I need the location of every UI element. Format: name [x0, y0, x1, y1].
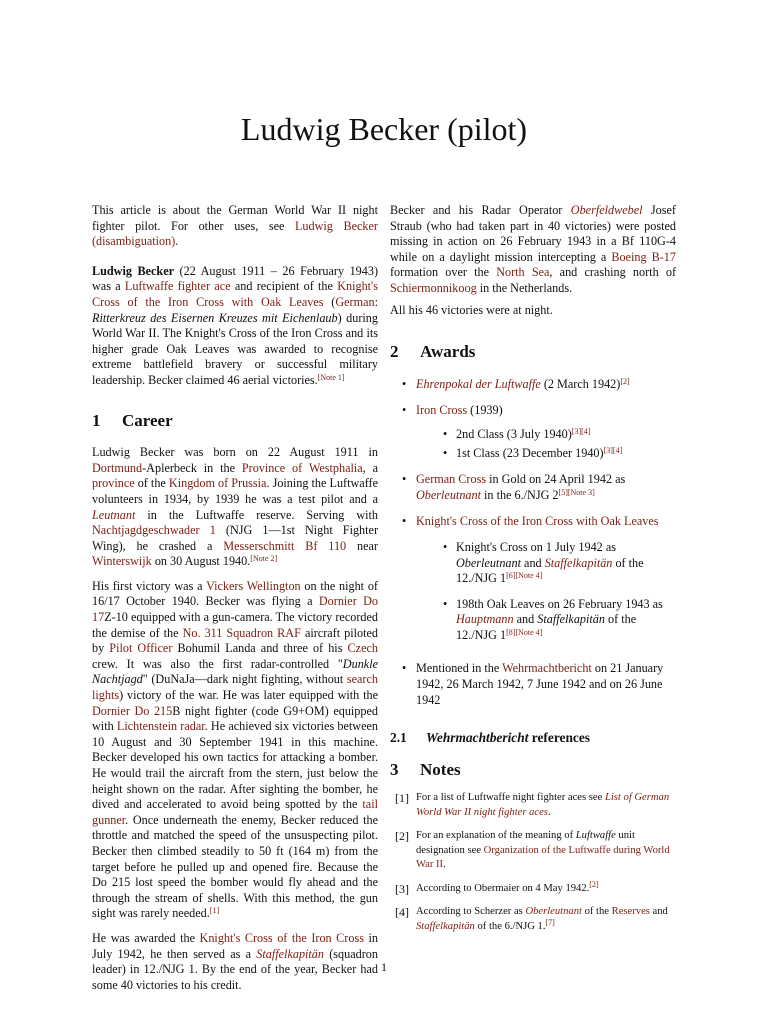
- note-label: [3]: [395, 881, 409, 896]
- link-wellington[interactable]: Vickers Wellington: [206, 578, 301, 593]
- text: of the 12./NJG 1: [456, 555, 644, 586]
- note-label: [1]: [395, 791, 409, 806]
- ref-8-note-4[interactable]: [8][Note 4]: [506, 627, 543, 637]
- list-item: [416, 427, 676, 443]
- notes-list: [390, 791, 676, 934]
- note-item: [390, 879, 676, 897]
- text: .: [547, 806, 551, 818]
- text: (NJG 1—1st Night Fighter Wing), he crashed a: [92, 523, 379, 553]
- hatnote: [92, 203, 378, 250]
- text: in July 1942, he then served as a: [92, 930, 378, 961]
- text: For a list of Luftwaffe night fighter aces see: [416, 792, 605, 804]
- ref-note-1[interactable]: [Note 1]: [317, 372, 345, 382]
- ref-3-4[interactable]: [3][4]: [571, 426, 591, 436]
- text: unit designation see: [416, 830, 635, 856]
- text: He was awarded the: [92, 930, 200, 945]
- iron-cross-sublist: [416, 427, 676, 461]
- text: in the Luftwaffe reserve. Serving with: [135, 507, 378, 522]
- lead-text: (: [323, 294, 336, 309]
- note-item: [390, 791, 676, 820]
- hatnote-text: This article is about the German World War II night fighter pilot. For other uses, see: [92, 203, 378, 233]
- note-label: [4]: [395, 905, 409, 920]
- text: (1939): [467, 403, 503, 418]
- link-wehrmachtbericht[interactable]: Wehrmachtbericht: [502, 661, 592, 676]
- text: in Gold on 24 April 1942 as: [486, 472, 626, 487]
- lead-text: and recipient of the: [230, 279, 338, 294]
- text: of the: [134, 476, 169, 491]
- link-311-squadron[interactable]: No. 311 Squadron RAF: [182, 625, 301, 640]
- text: Bohumil Landa and three of his: [172, 641, 348, 656]
- link-czech[interactable]: Czech: [347, 641, 378, 656]
- text: (2 March 1942): [540, 376, 621, 391]
- lead-text: (22 August 1911 – 26 February 1943) was a: [92, 263, 379, 294]
- text: Luftwaffe: [575, 830, 616, 842]
- ref-1[interactable]: [1]: [209, 906, 220, 916]
- text: -Aplerbeck in the: [142, 460, 242, 475]
- ref-3-4[interactable]: [3][4]: [603, 445, 623, 455]
- text: and: [649, 906, 668, 918]
- text: and: [513, 612, 538, 627]
- link-kingdom-prussia[interactable]: Kingdom of Prussia: [168, 476, 267, 491]
- text: on 30 August 1940.: [151, 554, 251, 569]
- link-do215[interactable]: Dornier Do 215: [92, 703, 173, 718]
- career-paragraph-5: All his 46 victories were at night.: [390, 302, 553, 317]
- text: According to Scherzer as: [416, 906, 526, 918]
- text: Staffelkapitän: [537, 612, 605, 627]
- list-item: [416, 597, 676, 644]
- link-iron-cross[interactable]: Iron Cross: [416, 403, 468, 418]
- text: Ludwig Becker was born on 22 August 1911 in: [92, 445, 378, 460]
- ref-6-note-4[interactable]: [6][Note 4]: [506, 571, 543, 581]
- career-paragraph-1: [92, 445, 378, 570]
- link-oberleutnant[interactable]: Oberleutnant: [416, 487, 481, 502]
- text: (squadron leader) in 12./NJG 1. By the end of the year, Becker had some 40 victories to his credit.: [92, 946, 378, 992]
- text: of the: [581, 906, 612, 918]
- text: Josef Straub (who had taken part in 40 victories) were posted missing in action on 26 February 1943 in a Bf 110G-4 while on a daylight mission intercepting a: [390, 203, 676, 264]
- text: . Joining the Luftwaffe volunteers in 1934, by 1939 he was a test pilot and a: [92, 476, 379, 506]
- text: on the night of 16/17 October 1940. Becker was flying a: [92, 578, 378, 609]
- left-column: [92, 203, 378, 1002]
- text: in the 6./NJG 2: [481, 487, 559, 502]
- text: and: [521, 555, 545, 570]
- hatnote-end: .: [175, 234, 179, 249]
- link-b17[interactable]: Boeing B-17: [611, 249, 676, 264]
- link-schiermonnikoog[interactable]: Schiermonnikoog: [390, 280, 477, 295]
- section-title: Career: [122, 410, 173, 430]
- list-item: [416, 446, 676, 462]
- text: Knight's Cross on 1 July 1942 as: [456, 539, 616, 554]
- link-organization-luftwaffe[interactable]: Organization of the Luftwaffe during World War II: [416, 844, 670, 871]
- list-item: [390, 472, 676, 503]
- lead-name: Ludwig Becker: [92, 263, 175, 278]
- lead-text: :: [374, 294, 378, 309]
- list-item: [390, 403, 676, 461]
- text: , and crashing north of: [549, 265, 677, 280]
- link-province-westphalia[interactable]: Province of Westphalia: [241, 460, 363, 475]
- text: crew. It was also the first radar-controlled ": [92, 656, 343, 671]
- list-item: [390, 514, 676, 643]
- text: Z-10 equipped with a gun-camera. The victory recorded the demise of the: [92, 610, 378, 640]
- text: For an explanation of the meaning of: [416, 830, 576, 842]
- lead-paragraph: [92, 264, 378, 389]
- disambiguation-link[interactable]: Ludwig Becker (disambiguation): [92, 218, 378, 249]
- text: Becker and his Radar Operator: [390, 203, 571, 217]
- text: . He achieved six victories between 10 August and 30 September 1941 in this machine. Becker developed his own tactics for attacking a bomber. He would trail the aircraft from the stern, just below the height shown on the radar. After sighting the bomber, he dived and accelerated to avoid being spotted by the: [92, 719, 378, 812]
- link-province[interactable]: province: [92, 476, 135, 491]
- knights-cross-sublist: [416, 540, 676, 644]
- text: near: [346, 538, 378, 553]
- list-item: [416, 540, 676, 587]
- section-number: 1: [92, 410, 101, 430]
- link-knights-cross-oak[interactable]: Knight's Cross of the Iron Cross with Oak Leaves: [92, 279, 378, 309]
- section-number: 3: [390, 759, 399, 779]
- section-number: 2: [390, 342, 399, 362]
- list-item: [390, 377, 676, 393]
- section-title: Notes: [420, 759, 461, 779]
- dunkle-nachtjagd: Dunkle Nachtjagd: [92, 656, 378, 687]
- link-oberfeldwebel[interactable]: Oberfeldwebel: [570, 203, 643, 217]
- section-title: references: [528, 730, 591, 746]
- link-german[interactable]: German: [335, 294, 375, 309]
- section-title: Awards: [420, 342, 476, 362]
- link-staffelkapitan[interactable]: Staffelkapitän: [256, 946, 324, 961]
- ref-5-note-3[interactable]: [5][Note 3]: [558, 487, 595, 497]
- page-number: 1: [381, 960, 387, 974]
- link-tail-gunner[interactable]: tail gunner: [92, 797, 378, 827]
- link-fighter-ace[interactable]: Luftwaffe fighter ace: [124, 279, 231, 294]
- ref-2[interactable]: [2]: [620, 376, 630, 386]
- link-njg1[interactable]: Nachtjagdgeschwader 1: [92, 523, 216, 538]
- note-item: [390, 829, 676, 873]
- list-item: [390, 661, 676, 708]
- text: 2nd Class (3 July 1940): [456, 426, 572, 441]
- text: . Once underneath the enemy, Becker reduced the throttle and matched the speed of the unsuspecting pilot. Becker then climbed steadily to 50 ft (164 m) from the target before he pulled up and opened fire. Because the Do 215 lost speed the bomber would fly ahead and the through the stream of shells. With this method, the gun sight was rarely needed.: [92, 812, 378, 921]
- link-german-cross[interactable]: German Cross: [416, 472, 487, 487]
- link-bf110[interactable]: Messerschmitt Bf 110: [223, 538, 347, 553]
- link-pilot-officer[interactable]: Pilot Officer: [109, 641, 173, 656]
- note-item: [390, 905, 676, 934]
- link-staffelkapitan[interactable]: Staffelkapitän: [416, 920, 475, 932]
- text: in the Netherlands.: [476, 280, 573, 295]
- lead-text: ) during World War II. The Knight's Cross of the Iron Cross and its higher grade Oak Leaves was awarded to recognise extreme battlefield bravery or successful military leadership. Becker claimed 46 aerial victories.: [92, 310, 378, 387]
- link-ehrenpokal[interactable]: Ehrenpokal der Luftwaffe: [416, 376, 541, 391]
- text: on 21 January 1942, 26 March 1942, 7 June 1942 and on 26 June 1942: [416, 661, 664, 707]
- career-paragraph-4: [390, 203, 676, 297]
- text: .: [443, 859, 446, 871]
- text: According to Obermaier on 4 May 1942.: [416, 882, 590, 894]
- text: His first victory was a: [92, 578, 207, 593]
- text: Mentioned in the: [416, 661, 503, 676]
- german-name: Ritterkreuz des Eisernen Kreuzes mit Eichenlaub: [92, 310, 338, 325]
- ref-2[interactable]: [2]: [589, 879, 599, 889]
- link-winterswijk[interactable]: Winterswijk: [92, 554, 152, 569]
- link-reserves[interactable]: Reserves: [611, 906, 650, 918]
- career-paragraph-2: [92, 579, 378, 922]
- text: formation over the: [390, 265, 497, 280]
- page-title: Ludwig Becker (pilot): [240, 111, 528, 147]
- link-dortmund[interactable]: Dortmund: [92, 460, 143, 475]
- link-staffelkapitan[interactable]: Staffelkapitän: [544, 555, 613, 570]
- heading-notes: [390, 759, 676, 779]
- text: , a: [362, 460, 378, 475]
- right-column: [390, 188, 676, 943]
- link-knights-cross[interactable]: Knight's Cross of the Iron Cross: [199, 930, 364, 945]
- awards-list: [390, 377, 676, 709]
- ref-note-2[interactable]: [Note 2]: [250, 554, 278, 564]
- heading-career: [92, 410, 378, 430]
- link-oberleutnant[interactable]: Oberleutnant: [525, 906, 582, 918]
- link-north-sea[interactable]: North Sea: [496, 265, 550, 280]
- link-lichtenstein-radar[interactable]: Lichtenstein radar: [116, 719, 205, 734]
- link-hauptmann[interactable]: Hauptmann: [456, 612, 514, 627]
- text: of the 12./NJG 1: [456, 612, 637, 642]
- link-list-night-fighter-aces[interactable]: List of German World War II night fighter aces: [416, 792, 670, 818]
- text: of the 6./NJG 1.: [474, 920, 546, 932]
- link-search-lights[interactable]: search lights: [92, 672, 378, 703]
- link-leutnant[interactable]: Leutnant: [92, 507, 136, 522]
- section-title: Wehrmachtbericht: [426, 730, 529, 746]
- text: B night fighter (code G9+OM) equipped with: [92, 703, 378, 734]
- text: Oberleutnant: [456, 555, 521, 570]
- text: aircraft piloted by: [92, 625, 379, 656]
- text: 198th Oak Leaves on 26 February 1943 as: [456, 596, 663, 611]
- ref-7[interactable]: [7]: [545, 917, 555, 927]
- heading-wehrmachtbericht-references: [390, 730, 676, 746]
- text: ) victory of the war. He was later equipped with the: [119, 688, 378, 703]
- note-label: [2]: [395, 829, 409, 844]
- section-number: 2.1: [390, 730, 407, 746]
- link-do17[interactable]: Dornier Do 17: [92, 594, 379, 625]
- text: 1st Class (23 December 1940): [456, 445, 604, 460]
- text: " (DuNaJa—dark night fighting, without: [142, 672, 347, 687]
- link-knights-cross-oak-leaves[interactable]: Knight's Cross of the Iron Cross with Oak Leaves: [416, 514, 659, 529]
- heading-awards: [390, 344, 676, 360]
